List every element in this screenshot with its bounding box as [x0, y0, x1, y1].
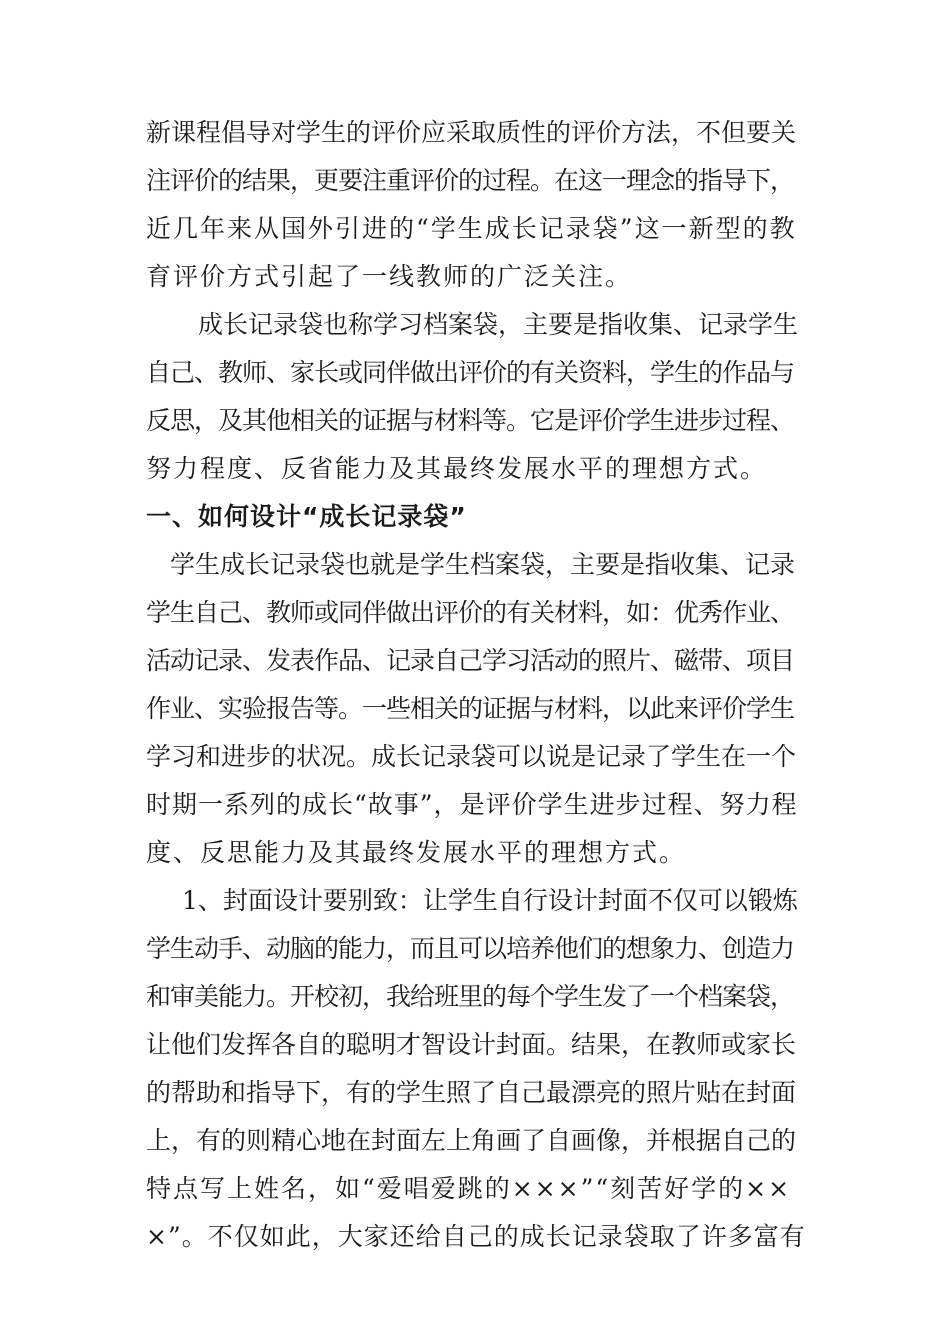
text-line: 和审美能力。开校初，我给班里的每个学生发了一个档案袋，	[146, 982, 795, 1011]
text-line: 新课程倡导对学生的评价应采取质性的评价方法，不但要关	[146, 118, 797, 147]
paragraph-intro	[146, 109, 806, 301]
text-line: 特点写上姓名，如“爱唱爱跳的×××”“刻苦好学的××	[146, 1174, 792, 1203]
text-line: 作业、实验报告等。一些相关的证据与材料，以此来评价学生	[146, 694, 795, 723]
text-line: 让他们发挥各自的聪明才智设计封面。结果，在教师或家长	[146, 1030, 797, 1059]
paragraph-section1	[146, 541, 806, 877]
text-line: 的帮助和指导下，有的学生照了自己最漂亮的照片贴在封面	[146, 1078, 797, 1107]
text-line: 成长记录袋也称学习档案袋，主要是指收集、记录学生	[198, 310, 799, 339]
text-line: 活动记录、发表作品、记录自己学习活动的照片、磁带、项目	[146, 646, 795, 675]
text-line: 学习和进步的状况。成长记录袋可以说是记录了学生在一个	[146, 742, 797, 771]
text-line: 上，有的则精心地在封面左上角画了自画像，并根据自己的	[146, 1126, 797, 1155]
section-heading: 一、如何设计“成长记录袋”	[146, 502, 467, 531]
text-line: ×”。不仅如此，大家还给自己的成长记录袋取了许多富有	[146, 1222, 806, 1251]
document-body	[146, 109, 806, 1261]
text-line: 反思，及其他相关的证据与材料等。它是评价学生进步过程、	[146, 406, 795, 435]
text-line: 近几年来从国外引进的“学生成长记录袋”这一新型的教	[146, 214, 797, 243]
text-line: 自己、教师、家长或同伴做出评价的有关资料，学生的作品与	[146, 358, 795, 387]
text-line: 学生动手、动脑的能力，而且可以培养他们的想象力、创造力	[146, 934, 795, 963]
text-line: 学生自己、教师或同伴做出评价的有关材料，如：优秀作业、	[146, 598, 795, 627]
text-line: 努力程度、反省能力及其最终发展水平的理想方式。	[146, 454, 768, 483]
text-line: 1、封面设计要别致：让学生自行设计封面不仅可以锻炼	[182, 886, 798, 915]
text-line: 学生成长记录袋也就是学生档案袋，主要是指收集、记录	[170, 550, 796, 579]
text-line: 度、反思能力及其最终发展水平的理想方式。	[146, 838, 687, 867]
paragraph-point1	[146, 877, 806, 1261]
text-line: 育评价方式引起了一线教师的广泛关注。	[146, 262, 633, 291]
text-line: 注评价的结果，更要注重评价的过程。在这一理念的指导下，	[146, 166, 795, 195]
text-line: 时期一系列的成长“故事”，是评价学生进步过程、努力程	[146, 790, 798, 819]
paragraph-definition	[146, 301, 806, 493]
